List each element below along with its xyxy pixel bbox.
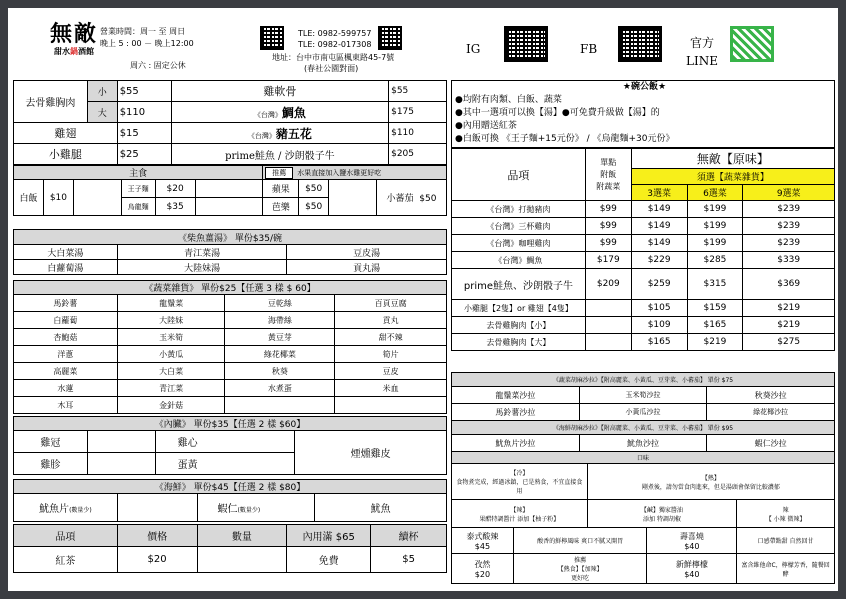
vegetable-item: 白蘿蔔	[14, 312, 118, 329]
vegetable-item: 龍鬚菜	[117, 295, 225, 312]
bowl-rice-cell-b: $159	[687, 300, 743, 317]
bowl-rice-cell-a: $229	[631, 252, 687, 269]
bowl-rice-cell-b: $199	[687, 235, 743, 252]
bowl-rice-cell-a: $149	[631, 235, 687, 252]
bowl-rice-cell-b: $199	[687, 218, 743, 235]
bowl-rice-cell-a: $105	[631, 300, 687, 317]
meat-price-table: 去骨雞胸肉 小 $55 雞軟骨 $55 大 $110 《台灣》鯛魚 $175 雞翅 $15 《台灣》豬五花 $110 小雞腿 $25 prime鮭魚 / 沙朗骰子牛 $205	[13, 80, 447, 165]
bowl-rice-cell-name: 《台灣》三杯雞肉	[452, 218, 586, 235]
bowl-rice-cell-b: $165	[687, 317, 743, 334]
vegetable-item: 玉米筍	[117, 329, 225, 346]
bowl-rice-info: ★碗公飯★ ●均附有肉類、白飯、蔬菜 ●其中一選項可以換【湯】●可免費升級做【湯】的 ●內用贈送紅茶 ●白飯可換 《王子麵+15元份》 / 《烏龍麵+30元份》	[451, 80, 835, 148]
bowl-rice-cell-name: 去骨雞胸肉【大】	[452, 334, 586, 351]
vegetable-item: 秋葵	[225, 363, 335, 380]
vegetable-table: 《蔬菜雜貨》 單份$25【任選 3 樣 $ 60】 馬鈴薯 龍鬚菜 豆乾絲 百頁豆腐 白蘿蔔 大陸妹 海帶絲 貢丸 杏鮑菇 玉米筍 黃豆芽 甜不辣 洋蔥 小黃瓜 綠花椰菜 筍片 高麗菜 大白菜 秋葵 豆皮 水蓮 青江菜 水煮蛋 米血 木耳 金針菇	[13, 280, 447, 414]
bowl-rice-cell-c: $219	[743, 317, 835, 334]
address-note: (春社公園對面)	[304, 64, 359, 73]
qr-code-icon	[378, 26, 402, 50]
qr-code-icon	[260, 26, 284, 50]
vegetable-item: 杏鮑菇	[14, 329, 118, 346]
bowl-rice-cell-name: 《台灣》咖哩雞肉	[452, 235, 586, 252]
bowl-rice-cell-p: $99	[585, 218, 631, 235]
brand-subtitle: 甜水鍋酒館	[54, 47, 94, 56]
vegetable-row	[14, 363, 447, 380]
ig-qr-icon[interactable]	[504, 26, 548, 62]
vegetable-row	[14, 397, 447, 414]
bowl-rice-cell-p	[585, 317, 631, 334]
bowl-rice-cell-b: $219	[687, 334, 743, 351]
chicken-breast-label: 去骨雞胸肉	[14, 81, 88, 123]
vegetable-item: 甜不辣	[335, 329, 447, 346]
vegetable-item: 高麗菜	[14, 363, 118, 380]
vegetable-item: 木耳	[14, 397, 118, 414]
vegetable-item: 百頁豆腐	[335, 295, 447, 312]
fb-label: FB	[580, 42, 598, 56]
bowl-rice-row	[452, 235, 835, 252]
vegetable-item: 大白菜	[117, 363, 225, 380]
bowl-rice-cell-b: $285	[687, 252, 743, 269]
vegetable-item: 貢丸	[335, 312, 447, 329]
vegetable-item: 豆皮	[335, 363, 447, 380]
vegetable-row	[14, 312, 447, 329]
bowl-rice-cell-name: 《台灣》打拋豬肉	[452, 201, 586, 218]
bowl-rice-table: 品項 單點 附飯 附蔬菜 無敵【原味】 須選【蔬菜雜貨】 3選菜 6選菜 9選菜 《台灣》打拋豬肉 $99 $149 $199 $239 《台灣》三杯雞肉 $99 $149 $199 $239 《台灣》咖哩雞肉 $99 $149 $199 $239 《台灣》鯛魚 $179 $229 $285 $339 prime鮭魚、沙朗骰子牛 $209 $259 $315 $369 小雞腿【2隻】or 雞翅【4隻】 $105 $159 $219 去骨雞胸肉【小】 $109 $165 $219 去骨雞胸肉【大】 $165 $219 $275	[451, 148, 835, 351]
ig-label: IG	[466, 42, 481, 56]
vegetable-item	[335, 397, 447, 414]
bowl-rice-cell-a: $149	[631, 218, 687, 235]
vegetable-row	[14, 329, 447, 346]
bowl-rice-cell-c: $369	[743, 269, 835, 300]
bowl-rice-cell-c: $239	[743, 218, 835, 235]
menu-page	[8, 8, 838, 591]
vegetable-item: 黃豆芽	[225, 329, 335, 346]
bowl-rice-row	[452, 269, 835, 300]
bowl-rice-row	[452, 317, 835, 334]
line-qr-icon[interactable]	[730, 26, 774, 62]
vegetable-item: 大陸妹	[117, 312, 225, 329]
bowl-rice-cell-b: $315	[687, 269, 743, 300]
header	[8, 8, 838, 80]
vegetable-row	[14, 295, 447, 312]
staple-table: 主食 推薦 水果直接加入鹽水雞更好吃 白飯 $10 王子麵 $20 蘋果 $50 小蕃茄 $50 烏龍麵 $35 芭樂 $50	[13, 165, 447, 216]
bowl-rice-cell-p: $99	[585, 235, 631, 252]
vegetable-item: 馬鈴薯	[14, 295, 118, 312]
vegetable-item: 海帶絲	[225, 312, 335, 329]
bowl-rice-cell-c: $239	[743, 201, 835, 218]
vegetable-item: 青江菜	[117, 380, 225, 397]
vegetable-item: 洋蔥	[14, 346, 118, 363]
bowl-rice-cell-name: 小雞腿【2隻】or 雞翅【4隻】	[452, 300, 586, 317]
vegetable-item: 水煮蛋	[225, 380, 335, 397]
brand-name: 無敵	[49, 21, 98, 47]
bowl-rice-cell-a: $109	[631, 317, 687, 334]
bowl-rice-cell-b: $199	[687, 201, 743, 218]
official-line-label: 官方 LINE	[686, 36, 718, 68]
vegetable-item: 小黃瓜	[117, 346, 225, 363]
bowl-rice-cell-a: $259	[631, 269, 687, 300]
bowl-rice-cell-a: $149	[631, 201, 687, 218]
bowl-rice-cell-name: prime鮭魚、沙朗骰子牛	[452, 269, 586, 300]
vegetable-item: 金針菇	[117, 397, 225, 414]
bowl-rice-cell-p: $99	[585, 201, 631, 218]
bowl-rice-row	[452, 300, 835, 317]
flavor-table: 口味 【冷】 食物煮完成，經過冰鎮，已是熟食，不宜直接食用 【熱】 剛煮後，請勿當食肉進來，但是湯頭會保留比較濃郁 【辣】 果醋特調醬汁 添加【柚子粉】 【鹹】獨家醬油 添加 特調胡椒 辣 【 小辣 微辣】 泰式酸辣 $45 酸香的鮮檸風味 爽口不膩又開胃 壽喜燒 $40 口感帶點甜 自然回甘 孜然 $20 推薦 【熱食】【加辣】 更好吃 新鮮檸檬 $40 富含維他命C，檸檬芳香，隨餐回酵	[451, 451, 835, 584]
phone-numbers: TLE: 0982-599757 TLE: 0982-017308	[298, 29, 372, 49]
salad-table: 《蔬菜胡麻沙拉》【附高麗菜、小黃瓜、豆芽菜、小蕃茄】 單份 $75 龍鬚菜沙拉 玉米筍沙拉 秋葵沙拉 馬鈴薯沙拉 小黃瓜沙拉 綠花椰沙拉 《海鮮胡麻沙拉》【附高麗菜、小黃瓜、豆芽菜、小蕃茄】 單份 $95 魷魚片沙拉 魷魚沙拉 蝦仁沙拉	[451, 372, 835, 452]
bowl-rice-cell-c: $239	[743, 235, 835, 252]
bowl-rice-cell-p	[585, 334, 631, 351]
bowl-rice-cell-p	[585, 300, 631, 317]
offal-table: 《內臟》 單份$35【任選 2 樣 $60】 雞冠 雞心 煙燻雞皮 雞胗 蛋黃	[13, 416, 447, 475]
address: 地址：台中市南屯區楓東路45-7號	[272, 53, 395, 62]
drink-table: 品項 價格 數量 內用滿 $65 續杯 紅茶 $20 免費 $5	[13, 524, 447, 573]
bowl-rice-cell-name: 去骨雞胸肉【小】	[452, 317, 586, 334]
bowl-rice-cell-a: $165	[631, 334, 687, 351]
vegetable-row	[14, 346, 447, 363]
bowl-rice-cell-name: 《台灣》鯛魚	[452, 252, 586, 269]
bowl-rice-cell-c: $339	[743, 252, 835, 269]
bowl-rice-row	[452, 334, 835, 351]
vegetable-row	[14, 380, 447, 397]
bowl-rice-cell-c: $219	[743, 300, 835, 317]
vegetable-item: 米血	[335, 380, 447, 397]
bowl-rice-cell-c: $275	[743, 334, 835, 351]
vegetable-item: 綠花椰菜	[225, 346, 335, 363]
bowl-rice-cell-p: $209	[585, 269, 631, 300]
soup-table: 《柴魚薑湯》 單份$35/碗 大白菜湯 青江菜湯 豆皮湯 白蘿蔔湯 大陸妹湯 貢丸湯	[13, 229, 447, 275]
vegetable-item	[225, 397, 335, 414]
bowl-rice-row	[452, 218, 835, 235]
fb-qr-icon[interactable]	[618, 26, 662, 62]
bowl-rice-cell-p: $179	[585, 252, 631, 269]
vegetable-item: 豆乾絲	[225, 295, 335, 312]
vegetable-item: 筍片	[335, 346, 447, 363]
bowl-rice-row	[452, 252, 835, 269]
vegetable-item: 水蓮	[14, 380, 118, 397]
seafood-table: 《海鮮》 單份$45【任選 2 樣 $80】 魷魚片(數量少) 蝦仁(數量少) 魷魚	[13, 479, 447, 522]
bowl-rice-row	[452, 201, 835, 218]
business-hours: 營業時間：周一 至 周日 晚上 5 : 00 － 晚上12:00 周六 : 固定公休	[100, 27, 194, 70]
